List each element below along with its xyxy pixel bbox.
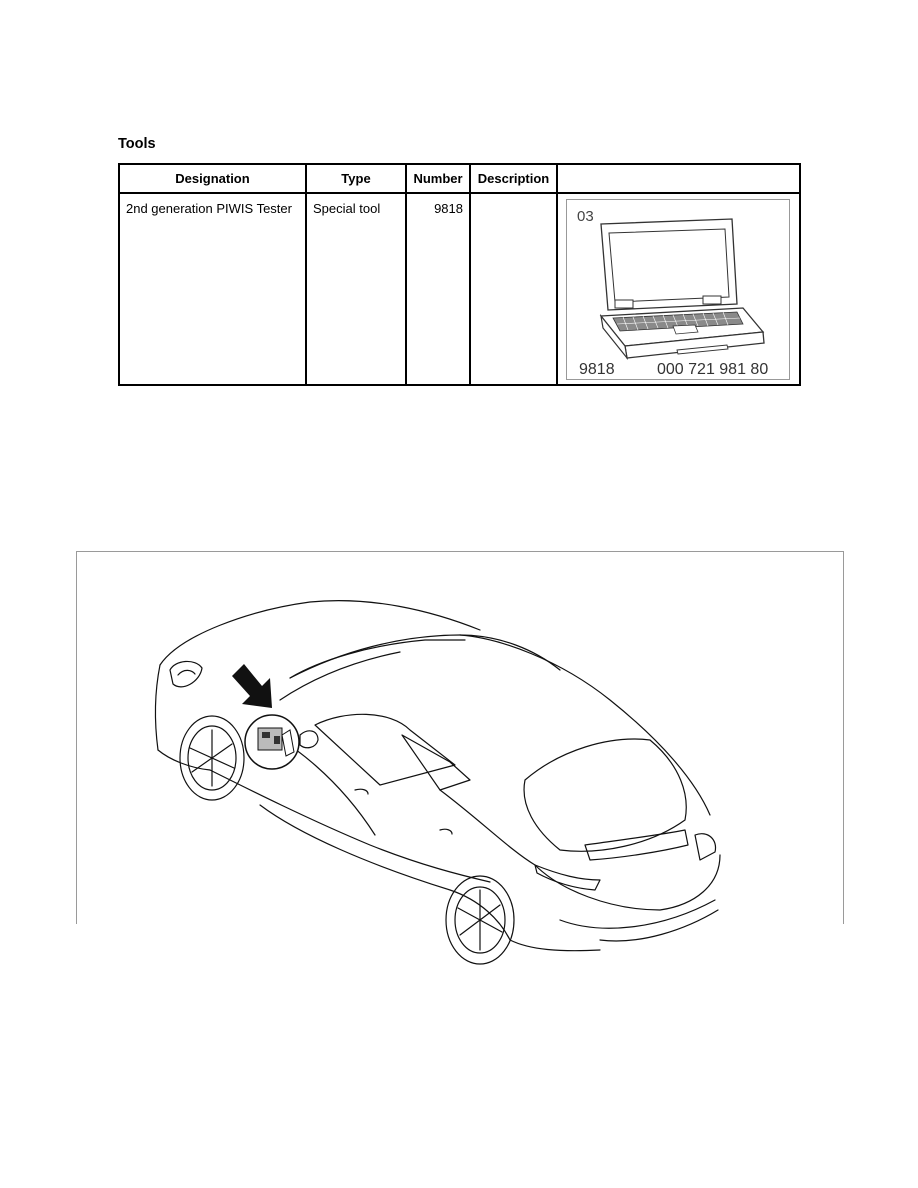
tool-image	[566, 199, 790, 380]
image-corner-label: 03	[577, 208, 594, 225]
section-title: Tools	[118, 136, 156, 152]
diagnostic-socket-icon	[245, 715, 299, 769]
image-tool-number: 9818	[579, 361, 615, 378]
header-type: Type	[306, 164, 406, 193]
cell-designation: 2nd generation PIWIS Tester	[119, 193, 306, 385]
cell-description	[470, 193, 557, 385]
car-diagnostic-socket-illustration	[140, 590, 730, 980]
table-row	[119, 193, 800, 385]
arrow-icon	[232, 664, 272, 708]
cell-number: 9818	[406, 193, 470, 385]
tools-table	[118, 163, 801, 386]
header-designation: Designation	[119, 164, 306, 193]
header-image	[557, 164, 800, 193]
cell-type: Special tool	[306, 193, 406, 385]
laptop-icon	[567, 200, 791, 381]
image-part-number: 000 721 981 80	[657, 361, 769, 378]
header-number: Number	[406, 164, 470, 193]
cell-image	[557, 193, 800, 385]
table-header-row	[119, 164, 800, 193]
header-description: Description	[470, 164, 557, 193]
